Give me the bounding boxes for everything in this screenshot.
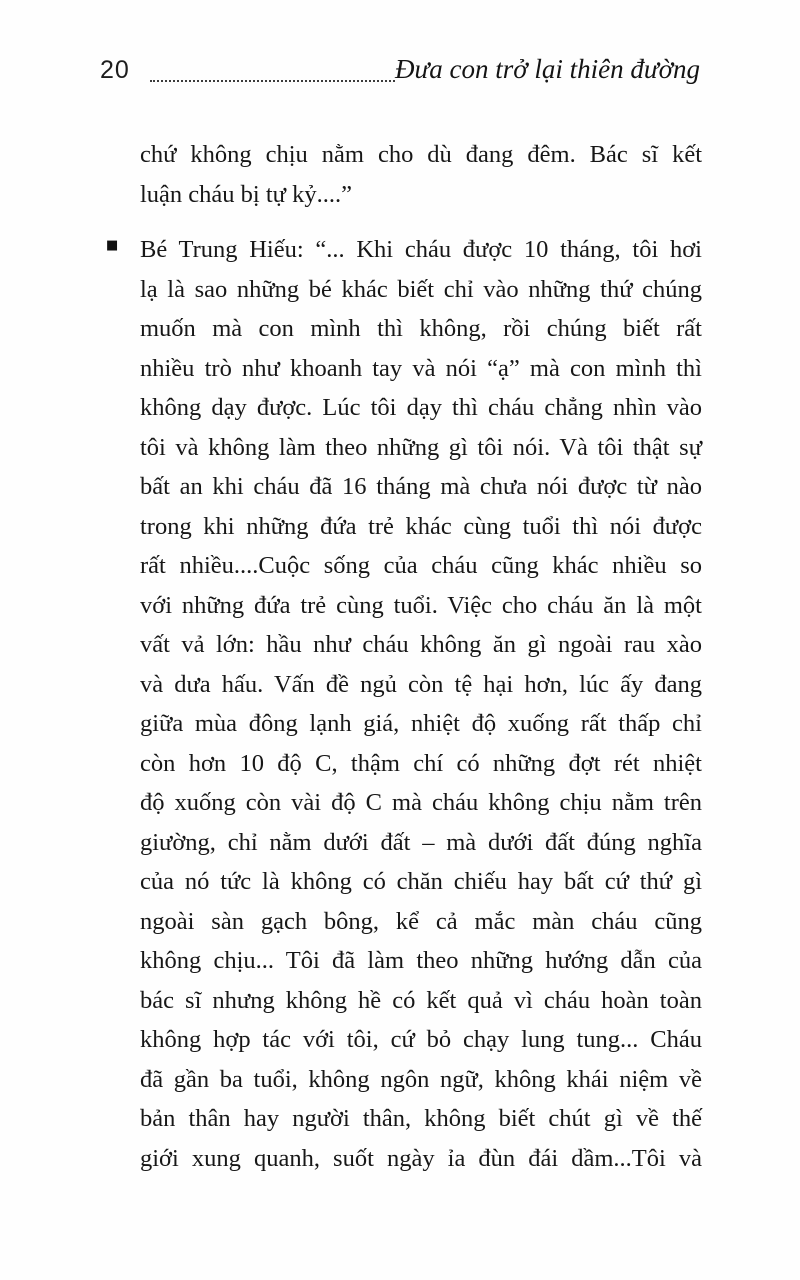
- text-line: giữa mùa đông lạnh giá, nhiệt độ xuống rất thấp chỉ: [140, 710, 702, 737]
- text-line: ngoài sàn gạch bông, kể cả mắc màn cháu cũng: [140, 907, 702, 935]
- square-bullet-icon: ■: [106, 238, 119, 253]
- paragraph-continuation: [140, 135, 702, 214]
- text-line: bản thân hay người thân, không biết chút gì về thế: [140, 1105, 702, 1132]
- text-line: tôi và không làm theo những gì tôi nói. Và tôi thật sự: [140, 433, 702, 461]
- text-line: trong khi những đứa trẻ khác cùng tuổi thì nói được: [140, 512, 702, 540]
- text-line: bác sĩ nhưng không hề có kết quả vì cháu hoàn toàn: [140, 986, 702, 1014]
- text-line: giới xung quanh, suốt ngày ỉa đùn đái dầm...Tôi và: [140, 1144, 702, 1172]
- text-line: của nó tức là không có chăn chiếu hay bất cứ thứ gì: [140, 868, 702, 895]
- text-line: không dạy được. Lúc tôi dạy thì cháu chẳng nhìn vào: [140, 394, 702, 421]
- running-title: Đưa con trở lại thiên đường: [394, 54, 700, 84]
- text-line: độ xuống còn vài độ C mà cháu không chịu nằm trên: [140, 789, 702, 816]
- text-line: không chịu... Tôi đã làm theo những hướng dẫn của: [140, 947, 702, 974]
- text-line: đã gần ba tuổi, không ngôn ngữ, không khái niệm về: [140, 1065, 702, 1093]
- text-line: với những đứa trẻ cùng tuổi. Việc cho cháu ăn là một: [140, 591, 702, 619]
- text-line: muốn mà con mình thì không, rồi chúng biết rất: [140, 315, 702, 342]
- dotted-rule: [150, 80, 395, 82]
- text-line: và dưa hấu. Vấn đề ngủ còn tệ hại hơn, lúc ấy đang: [140, 670, 702, 698]
- page-body: [106, 135, 702, 1178]
- page-header: [100, 54, 700, 88]
- text-line: không hợp tác với tôi, cứ bỏ chạy lung tung... Cháu: [140, 1026, 702, 1053]
- text-line: luận cháu bị tự kỷ....”: [140, 180, 352, 208]
- text-line: vất vả lớn: hầu như cháu không ăn gì ngoài rau xào: [140, 631, 702, 658]
- text-line: nhiều trò như khoanh tay và nói “ạ” mà con mình thì: [140, 354, 702, 382]
- text-line: còn hơn 10 độ C, thậm chí có những đợt rét nhiệt: [140, 749, 702, 777]
- page-number: 20: [100, 56, 130, 84]
- bullet-paragraph-text: [140, 230, 702, 1178]
- text-line: bất an khi cháu đã 16 tháng mà chưa nói được từ nào: [140, 473, 702, 500]
- text-line: Bé Trung Hiếu: “... Khi cháu được 10 tháng, tôi hơi: [140, 236, 702, 263]
- text-line: lạ là sao những bé khác biết chỉ vào những thứ chúng: [140, 275, 702, 303]
- bullet-item: [106, 230, 702, 1178]
- text-line: giường, chỉ nằm dưới đất – mà dưới đất đúng nghĩa: [140, 828, 702, 856]
- text-line: chứ không chịu nằm cho dù đang đêm. Bác sĩ kết: [140, 141, 702, 168]
- text-line: rất nhiều....Cuộc sống của cháu cũng khác nhiều so: [140, 552, 702, 579]
